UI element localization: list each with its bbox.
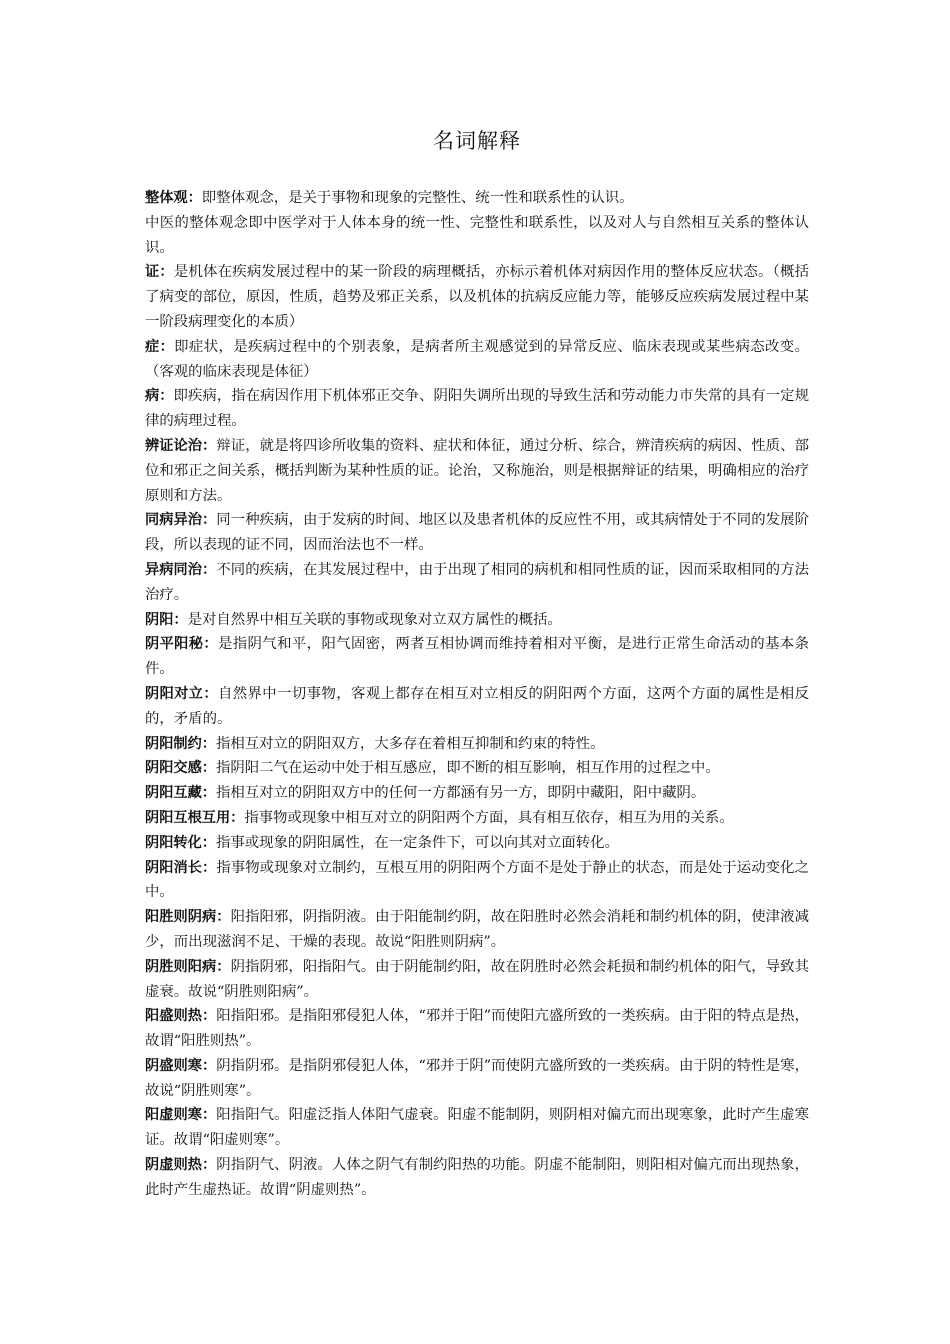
glossary-entry bbox=[145, 384, 809, 434]
glossary-term: 阴阳互根互用 bbox=[145, 809, 231, 826]
glossary-entry bbox=[145, 434, 809, 508]
glossary-term: 阴阳互藏 bbox=[145, 785, 202, 802]
glossary-definition: 阳指阳气。阳虚泛指人体阳气虚衰。阳虚不能制阴，则阴相对偏亢而出现寒象，此时产生虚寒证。故谓“阳虚则寒”。 bbox=[145, 1107, 809, 1149]
glossary-term: 阴胜则阳病 bbox=[145, 958, 217, 975]
term-separator: ： bbox=[216, 909, 231, 926]
glossary-term: 阴阳制约 bbox=[145, 735, 202, 752]
glossary-list bbox=[145, 186, 809, 1203]
glossary-definition: 指相互对立的阴阳双方中的任何一方都涵有另一方，即阴中藏阳，阳中藏阴。 bbox=[215, 785, 706, 802]
glossary-definition: 即整体观念，是关于事物和现象的完整性、统一性和联系性的认识。 bbox=[201, 190, 634, 206]
term-separator: ： bbox=[203, 636, 218, 653]
glossary-entry bbox=[145, 1054, 809, 1104]
glossary-term: 阳胜则阴病 bbox=[145, 909, 217, 926]
glossary-definition: 指事或现象的阴阳属性，在一定条件下，可以向其对立面转化。 bbox=[215, 834, 619, 851]
glossary-definition: 是指阴气和平，阳气固密，两者互相协调而维持着相对平衡，是进行正常生命活动的基本条件。 bbox=[145, 636, 809, 678]
glossary-definition: 辩证，就是将四诊所收集的资料、症状和体征，通过分析、综合，辨清疾病的病因、性质、部位和邪正之间关系，概括判断为某种性质的证。论治，又称施治，则是根据辩证的结果，明确相应的治疗原则和方法。 bbox=[145, 437, 809, 504]
term-separator: ： bbox=[202, 859, 217, 876]
glossary-term: 阴盛则寒 bbox=[145, 1057, 202, 1074]
glossary-definition: 指事物或现象中相互对立的阴阳两个方面，具有相互依存，相互为用的关系。 bbox=[244, 809, 734, 826]
term-separator: ： bbox=[159, 264, 174, 281]
term-separator: ： bbox=[201, 1008, 217, 1025]
glossary-term: 阴虚则热 bbox=[145, 1157, 203, 1174]
term-separator: ： bbox=[202, 561, 217, 578]
glossary-entry bbox=[145, 856, 809, 906]
glossary-entry bbox=[145, 632, 809, 682]
glossary-entry bbox=[145, 558, 809, 608]
glossary-entry bbox=[145, 211, 809, 261]
glossary-definition: 即疾病，指在病因作用下机体邪正交争、阴阳失调所出现的导致生活和劳动能力市失常的具有一定规律的病理过程。 bbox=[145, 388, 809, 430]
glossary-term: 阳盛则热 bbox=[145, 1008, 202, 1025]
glossary-term: 阴平阳秘 bbox=[145, 636, 204, 653]
glossary-entry bbox=[145, 905, 809, 955]
glossary-entry bbox=[145, 756, 809, 781]
glossary-definition: 同一种疾病，由于发病的时间、地区以及患者机体的反应性不用，或其病情处于不同的发展阶段，所以表现的证不同，因而治法也不一样。 bbox=[145, 512, 809, 554]
term-separator: ： bbox=[203, 685, 218, 702]
term-separator: ： bbox=[173, 611, 188, 628]
glossary-term: 阴阳交感 bbox=[145, 760, 202, 777]
glossary-term: 辨证论治 bbox=[145, 437, 203, 454]
glossary-term: 异病同治 bbox=[145, 561, 203, 578]
glossary-term: 阴阳消长 bbox=[145, 859, 203, 876]
glossary-term: 病 bbox=[145, 388, 160, 405]
glossary-term: 阳虚则寒 bbox=[145, 1107, 203, 1124]
term-separator: ： bbox=[201, 735, 216, 752]
glossary-entry bbox=[145, 608, 809, 633]
term-separator: ： bbox=[201, 760, 216, 777]
glossary-definition: 是机体在疾病发展过程中的某一阶段的病理概括，亦标示着机体对病因作用的整体反应状态。（概括了病变的部位，原因，性质，趋势及邪正关系，以及机体的抗病反应能力等，能够反应疾病发展过程中某一阶段病理变化的本质） bbox=[145, 264, 809, 330]
glossary-term: 症 bbox=[145, 338, 160, 355]
term-separator: ： bbox=[159, 338, 175, 355]
document-title: 名词解释 bbox=[433, 129, 521, 153]
term-separator: ： bbox=[202, 437, 217, 454]
glossary-definition: 阳指阳邪。是指阳邪侵犯人体，“邪并于阳”而使阳亢盛所致的一类疾病。由于阳的特点是热，故谓“阳胜则热”。 bbox=[145, 1008, 809, 1050]
glossary-definition: 是对自然界中相互关联的事物或现象对立双方属性的概括。 bbox=[187, 611, 562, 628]
term-separator: ： bbox=[202, 512, 217, 529]
glossary-term: 阴阳 bbox=[145, 611, 174, 628]
glossary-definition: 指阴阳二气在运动中处于相互感应，即不断的相互影响，相互作用的过程之中。 bbox=[215, 760, 720, 777]
term-separator: ： bbox=[230, 809, 245, 826]
glossary-entry bbox=[145, 260, 809, 334]
glossary-definition: 指相互对立的阴阳双方，大多存在着相互抑制和约束的特性。 bbox=[215, 735, 605, 752]
term-separator: ： bbox=[201, 1057, 217, 1074]
glossary-definition: 不同的疾病，在其发展过程中，由于出现了相同的病机和相同性质的证，因而采取相同的方法治疗。 bbox=[145, 561, 809, 603]
glossary-definition: 指事物或现象对立制约，互根互用的阴阳两个方面不是处于静止的状态，而是处于运动变化之中。 bbox=[145, 859, 809, 901]
glossary-entry bbox=[145, 508, 809, 558]
term-separator: ： bbox=[202, 1107, 217, 1124]
glossary-entry bbox=[145, 831, 809, 856]
glossary-entry bbox=[145, 955, 809, 1005]
glossary-definition: 阳指阳邪，阴指阴液。由于阳能制约阴，故在阳胜时必然会消耗和制约机体的阴，使津液减少，而出现滋润不足、干燥的表现。故说“阳胜则阴病”。 bbox=[145, 909, 809, 950]
glossary-definition: 阴指阴邪。是指阴邪侵犯人体，“邪并于阴”而使阴亢盛所致的一类疾病。由于阴的特性是寒，故说“阴胜则寒”。 bbox=[145, 1057, 809, 1099]
glossary-entry bbox=[145, 186, 809, 211]
glossary-entry bbox=[145, 682, 809, 732]
glossary-entry bbox=[145, 335, 809, 385]
glossary-term: 阴阳对立 bbox=[145, 685, 204, 702]
glossary-definition: 自然界中一切事物，客观上都存在相互对立相反的阴阳两个方面，这两个方面的属性是相反的，矛盾的。 bbox=[145, 685, 809, 727]
glossary-entry bbox=[145, 732, 809, 757]
glossary-entry bbox=[145, 781, 809, 806]
glossary-term: 证 bbox=[145, 264, 160, 281]
glossary-definition: 即症状，是疾病过程中的个别表象，是病者所主观感觉到的异常反应、临床表现或某些病态改变。（客观的临床表现是体征） bbox=[145, 338, 809, 380]
glossary-definition: 中医的整体观念即中医学对于人体本身的统一性、完整性和联系性，以及对人与自然相互关系的整体认识。 bbox=[145, 214, 809, 256]
glossary-term: 整体观 bbox=[145, 190, 188, 206]
term-separator: ： bbox=[187, 190, 202, 206]
glossary-entry bbox=[145, 1153, 809, 1203]
term-separator: ： bbox=[201, 785, 216, 802]
glossary-definition: 阴指阴气、阴液。人体之阴气有制约阳热的功能。阴虚不能制阳，则阳相对偏亢而出现热象，此时产生虚热证。故谓“阴虚则热”。 bbox=[145, 1157, 809, 1198]
term-separator: ： bbox=[202, 1157, 217, 1174]
term-separator: ： bbox=[201, 834, 216, 851]
glossary-definition: 阴指阴邪，阳指阳气。由于阴能制约阳，故在阴胜时必然会耗损和制约机体的阳气，导致其虚衰。故说“阴胜则阳病”。 bbox=[145, 958, 809, 1000]
glossary-term: 阴阳转化 bbox=[145, 834, 202, 851]
glossary-entry bbox=[145, 1004, 809, 1054]
glossary-term: 同病异治 bbox=[145, 512, 203, 529]
glossary-entry bbox=[145, 1103, 809, 1153]
glossary-entry bbox=[145, 806, 809, 831]
term-separator: ： bbox=[159, 388, 174, 405]
term-separator: ： bbox=[216, 958, 231, 975]
